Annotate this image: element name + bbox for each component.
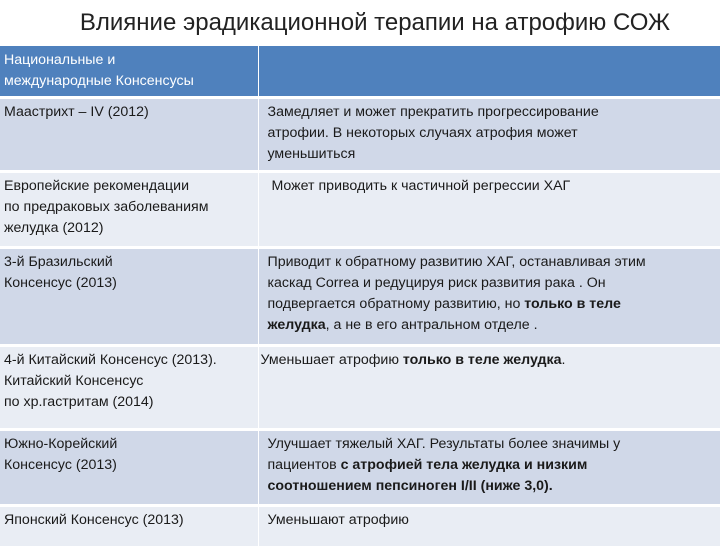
table-row xyxy=(0,248,720,346)
consensus-cell xyxy=(0,172,258,248)
effect-text-bold: только в теле желудка xyxy=(402,352,562,368)
consensus-line: Консенсус (2013) xyxy=(4,275,117,291)
effect-cell xyxy=(258,248,720,346)
effect-text-bold: только в теле xyxy=(524,296,621,312)
consensus-cell xyxy=(0,430,258,506)
effect-line xyxy=(268,273,716,294)
effect-text-bold: с атрофией тела желудка и низким xyxy=(340,457,588,473)
effect-text: Приводит к обратному развитию ХАГ, останавливая этим xyxy=(267,254,646,270)
table-row xyxy=(0,172,720,248)
effect-line xyxy=(268,455,716,476)
effect-line xyxy=(268,510,716,531)
effect-line xyxy=(268,252,716,273)
consensus-cell xyxy=(0,346,258,430)
effect-text: Уменьшают атрофию xyxy=(267,512,409,528)
consensus-cell xyxy=(0,248,258,346)
effect-text: Замедляет и может прекратить прогрессирование xyxy=(267,104,599,120)
consensus-line: по хр.гастритам (2014) xyxy=(4,394,154,410)
effect-text: Уменьшает атрофию xyxy=(260,352,403,368)
consensus-line: Консенсус (2013) xyxy=(4,457,117,473)
effect-cell xyxy=(258,98,720,172)
header-consensus xyxy=(0,46,258,98)
effect-text: Улучшает тяжелый ХАГ. Результаты более значимы у xyxy=(267,436,621,452)
consensus-line: Китайский Консенсус xyxy=(4,373,144,389)
effect-text: уменьшиться xyxy=(267,146,356,162)
table-row xyxy=(0,430,720,506)
header-line: Национальные и xyxy=(4,52,116,68)
header-line: международные Консенсусы xyxy=(4,73,194,89)
consensus-line: Европейские рекомендации xyxy=(4,178,189,194)
effect-line xyxy=(268,123,716,144)
effect-line xyxy=(268,476,716,497)
effect-text: атрофии. В некоторых случаях атрофия может xyxy=(267,125,578,141)
consensus-line: желудка (2012) xyxy=(4,220,104,236)
effect-text: , а не в его антральном отделе . xyxy=(325,317,538,333)
effect-line xyxy=(268,176,716,197)
consensus-line: Южно-Корейский xyxy=(4,436,118,452)
effect-text: подвергается обратному развитию, но xyxy=(267,296,525,312)
consensus-cell xyxy=(0,98,258,172)
effect-cell xyxy=(258,346,720,430)
effect-text: Может приводить к частичной регрессии ХАГ xyxy=(267,178,571,194)
effect-line xyxy=(268,294,716,315)
effect-text: каскад Correa и редуцируя риск развития рака . Он xyxy=(267,275,606,291)
effect-line xyxy=(268,434,716,455)
consensus-line: Маастрихт – IV (2012) xyxy=(4,104,149,120)
consensus-line: Японский Консенсус (2013) xyxy=(4,512,184,528)
header-effect xyxy=(258,46,720,98)
consensus-line: 3-й Бразильский xyxy=(4,254,113,270)
effect-line xyxy=(268,102,716,123)
effect-line xyxy=(261,350,716,371)
effect-line xyxy=(268,144,716,165)
page-title: Влияние эрадикационной терапии на атрофию СОЖ xyxy=(79,9,671,36)
effect-text-bold: соотношением пепсиноген I/II (ниже 3,0). xyxy=(267,478,553,494)
effect-cell xyxy=(258,172,720,248)
consensus-line: 4-й Китайский Консенсус (2013). xyxy=(4,352,217,368)
effect-line xyxy=(268,315,716,336)
effect-text-bold: желудка xyxy=(267,317,326,333)
table-row xyxy=(0,346,720,430)
effect-cell xyxy=(258,430,720,506)
effect-text: . xyxy=(561,352,566,368)
effect-text: пациентов xyxy=(267,457,341,473)
consensus-table xyxy=(0,46,720,546)
table-row xyxy=(0,98,720,172)
table-header-row xyxy=(0,46,720,98)
consensus-line: по предраковых заболеваниям xyxy=(4,199,209,215)
